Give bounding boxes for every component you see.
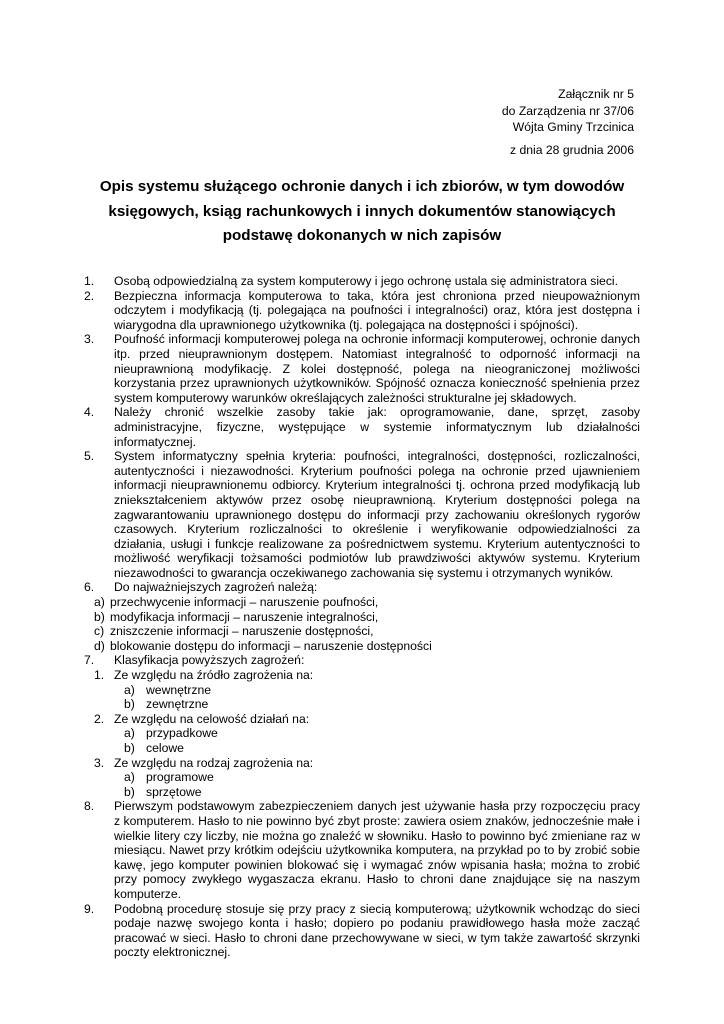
title-line-3: podstawę dokonanych w nich zapisów [222, 227, 502, 244]
classification-subitem [84, 770, 640, 785]
classification-subitem [84, 683, 640, 698]
threat-label: a) [94, 595, 105, 610]
item-text: Pierwszym podstawowym zabezpieczeniem danych jest używanie hasła przy rozpoczęciu pracy z komputerem. Hasło to nie powinno być zbyt proste: zawiera osiem znaków, jednocześnie małe i wielkie litery czy liczby, nie można go znaleźć w słowniku. Hasło to powinno być zmieniane raz w miesiącu. Nawet przy krótkim odejściu użytkownika komputera, na przykład po to by zrobić sobie kawę, jego komputer powinien blokować się i wymagać znów wpisania hasła; można to zrobić przy pomocy zwykłego wygaszacza ekranu. Hasło to chroni dane znajdujące się na naszym komputerze. [114, 799, 640, 901]
item-text: Bezpieczna informacja komputerowa to taka, która jest chroniona przed nieupoważnionym odczytem i modyfikacją (tj. polegająca na poufności i integralności) oraz, która jest dostępna i wiarygodna dla uprawnionego użytkownika (tj. polegająca na dostępności i spójności). [114, 288, 640, 332]
classification-text: Ze względu na celowość działań na: [114, 711, 310, 726]
threat-item [84, 610, 640, 625]
classification-item [84, 756, 640, 771]
list-item [84, 580, 640, 595]
list-item [84, 653, 640, 668]
threat-text: zniszczenie informacji – naruszenie dostępności, [110, 624, 374, 639]
list-item [84, 405, 640, 449]
item-text: Należy chronić wszelkie zasoby takie jak: oprogramowanie, dane, sprzęt, zasoby administracyjne, fizyczne, występujące w systemie informatycznym lub działalności informatycznej. [114, 405, 640, 449]
threat-item [84, 624, 640, 639]
list-item [84, 274, 640, 289]
item-text: System informatyczny spełnia kryteria: poufności, integralności, dostępności, rozliczalności, autentyczności i niezawodności. Kryterium poufności polega na ochronie przed ujawnieniem informacji nieuprawnionemu odbiorcy. Kryterium integralności tj. ochrona przed modyfikacją lub zniekształceniem aktywów przez osobę nieuprawnioną. Kryterium dostępności polega na zagwarantowaniu uprawnionego dostępu do informacji przy zachowaniu określonych rygorów czasowych. Kryterium rozliczalności to określenie i weryfikowanie odpowiedzialności za działania, usługi i funkcje realizowane za pośrednictwem systemu. Kryterium autentyczności to możliwość weryfikacji tożsamości podmiotów lub prawdziwości aktywów systemu. Kryterium niezawodności to gwarancja oczekiwanego zachowania się systemu i otrzymanych wyników. [114, 449, 640, 580]
list-item [84, 289, 640, 333]
classification-item [84, 668, 640, 683]
subitem-text: celowe [146, 741, 184, 755]
list-item [84, 332, 640, 405]
item-number: 4. [84, 405, 95, 420]
subitem-text: przypadkowe [146, 726, 218, 741]
subitem-label: b) [124, 741, 135, 755]
threat-text: modyfikacja informacji – naruszenie integralności, [110, 609, 379, 624]
regulation-reference: do Zarządzenia nr 37/06 [501, 103, 634, 118]
classification-text: Ze względu na rodzaj zagrożenia na: [114, 755, 314, 770]
classification-label: 2. [94, 711, 105, 726]
list-item [84, 799, 640, 901]
classification-label: 3. [94, 755, 105, 770]
item-text: Osobą odpowiedzialną za system komputerowy i jego ochronę ustala się administratora sieci. [114, 274, 619, 288]
classification-text: Ze względu na źródło zagrożenia na: [114, 668, 314, 683]
title-line-2: księgowych, ksiąg rachunkowych i innych dokumentów stanowiących [108, 202, 616, 220]
classification-subitem [84, 741, 640, 756]
issuer: Wójta Gminy Trzcinica [512, 120, 634, 134]
classification-label: 1. [94, 668, 105, 683]
item-text: Do najważniejszych zagrożeń należą: [114, 580, 318, 595]
subitem-label: a) [124, 770, 135, 785]
subitem-label: a) [124, 726, 135, 741]
subitem-label: b) [124, 697, 135, 712]
classification-item [84, 712, 640, 727]
classification-subitem [84, 697, 640, 712]
threat-label: b) [94, 609, 105, 624]
subitem-text: wewnętrzne [146, 682, 212, 697]
item-number: 5. [84, 449, 95, 464]
threat-label: d) [94, 638, 105, 653]
threat-text: przechwycenie informacji – naruszenie poufności, [110, 595, 379, 610]
classification-subitem [84, 726, 640, 741]
item-text: Poufność informacji komputerowej polega na ochronie informacji komputerowej, ochronie danych itp. przed nieuprawnionym dostępem. Natomiast integralność to odporność informacji na nieuprawnioną modyfikację. Z kolei dostępność, polega na nieograniczonej możliwości korzystania przez uprawnionych użytkowników. Spójność oznacza konieczność spełnienia przez system komputerowy warunków określających zależności strukturalne jej składowych. [114, 332, 640, 405]
item-number: 1. [84, 274, 95, 288]
item-text: Klasyfikacja powyższych zagrożeń: [114, 653, 305, 668]
item-number: 6. [84, 580, 95, 595]
item-number: 9. [84, 901, 95, 916]
subitem-text: zewnętrzne [146, 697, 209, 712]
numbered-list [84, 274, 640, 960]
item-text: Podobną procedurę stosuje się przy pracy z siecią komputerową; użytkownik wchodząc do sieci podaje nazwę swojego konta i hasło; dopiero po podaniu prawidłowego hasła może zacząć pracować w sieci. Hasło to chroni dane przechowywane w sieci, w tym także zawartość skrzynki poczty elektronicznej. [114, 901, 640, 960]
threat-label: c) [94, 624, 105, 639]
threat-item [84, 639, 640, 654]
subitem-label: b) [124, 784, 135, 799]
document-title [96, 175, 628, 249]
threat-item [84, 595, 640, 610]
attachment-number: Załącznik nr 5 [558, 87, 634, 101]
list-item [84, 902, 640, 960]
attachment-header [502, 86, 634, 158]
subitem-text: programowe [146, 770, 214, 785]
list-item [84, 449, 640, 580]
threat-text: blokowanie dostępu do informacji – naruszenie dostępności [110, 638, 432, 653]
subitem-label: a) [124, 682, 135, 697]
title-line-1: Opis systemu służącego ochronie danych i ich zbiorów, w tym dowodów [99, 178, 625, 195]
item-number: 2. [84, 288, 95, 303]
item-number: 8. [84, 799, 95, 814]
item-number: 7. [84, 653, 95, 668]
item-number: 3. [84, 332, 95, 347]
classification-subitem [84, 785, 640, 800]
subitem-text: sprzętowe [146, 784, 202, 799]
document-date: z dnia 28 grudnia 2006 [509, 142, 634, 157]
